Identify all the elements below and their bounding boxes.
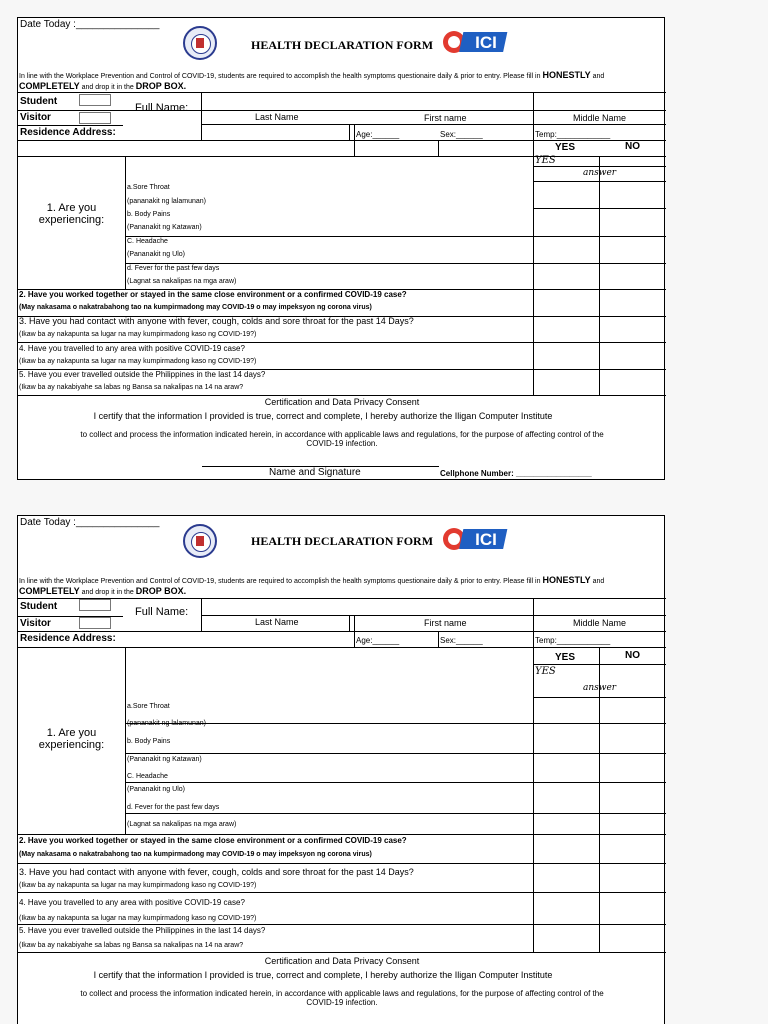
intro-text-line1: In line with the Workplace Prevention and Control of COVID-19, students are required to accomplish the health symptoms questionaire daily & prior to entry. Please fill in HONESTLY and <box>19 70 605 80</box>
full-name-label: Full Name: <box>135 102 189 114</box>
symptom-d-tl: (Lagnat sa nakalipas na mga araw) <box>127 278 237 285</box>
yes-header: YES <box>555 142 576 153</box>
deped-seal-logo <box>183 26 217 60</box>
date-today-field[interactable]: Date Today :_______________ <box>20 19 160 30</box>
q2-text: 2. Have you worked together or stayed in the same close environment or a confirmed COVID-19 case? <box>19 836 407 845</box>
symptom-d-tl: (Lagnat sa nakalipas na mga araw) <box>127 821 237 828</box>
sex-field[interactable]: Sex:______ <box>440 636 483 645</box>
health-declaration-form-1 <box>17 17 665 480</box>
q5-text: 5. Have you ever travelled outside the Philippines in the last 14 days? <box>19 926 266 935</box>
yes-header: YES <box>555 652 576 663</box>
symptom-c-tl: (Pananakit ng Ulo) <box>127 786 185 793</box>
q2-translation: (May nakasama o nakatrabahong tao na kumpirmadong may COVID-19 o may impeksyon ng corona virus) <box>19 304 372 311</box>
certification-line1: I certify that the information I provided is true, correct and complete, I hereby authorize the Iligan Computer Institute <box>93 970 553 980</box>
residence-address-label: Residence Address: <box>20 633 116 644</box>
symptom-a-tl: (pananakit ng lalamunan) <box>127 720 206 727</box>
certification-line2: to collect and process the information indicated herein, in accordance with applicable laws and regulations, for the purpose of affecting control of the <box>80 430 604 439</box>
temp-field[interactable]: Temp:____________ <box>535 636 611 645</box>
symptom-b-tl: (Pananakit ng Katawan) <box>127 756 202 763</box>
residence-address-label: Residence Address: <box>20 127 116 138</box>
student-checkbox[interactable] <box>79 599 111 611</box>
symptom-d-en: d. Fever for the past few days <box>127 804 220 811</box>
q1-label-line1: 1. Are you <box>46 202 97 214</box>
middle-name-label: Middle Name <box>573 618 627 628</box>
q1-label-line2: experiencing: <box>38 214 105 226</box>
q3-text: 3. Have you had contact with anyone with fever, cough, colds and sore throat for the past 14 Days? <box>19 316 414 326</box>
answer-script-note: answer <box>583 683 617 693</box>
q5-text: 5. Have you ever travelled outside the Philippines in the last 14 days? <box>19 370 266 379</box>
certification-line2: to collect and process the information indicated herein, in accordance with applicable laws and regulations, for the purpose of affecting control of the <box>80 989 604 998</box>
ici-logo <box>442 29 510 55</box>
symptom-b-tl: (Pananakit ng Katawan) <box>127 224 202 231</box>
name-signature-label: Name and Signature <box>269 467 361 478</box>
age-field[interactable]: Age:______ <box>356 130 400 139</box>
form-title: HEALTH DECLARATION FORM <box>251 534 434 548</box>
ici-logo-text: ICI <box>475 530 497 549</box>
q4-text: 4. Have you travelled to any area with positive COVID-19 case? <box>19 344 245 353</box>
age-field[interactable]: Age:______ <box>356 636 400 645</box>
student-label: Student <box>20 96 58 107</box>
last-name-label: Last Name <box>255 617 299 627</box>
q2-translation: (May nakasama o nakatrabahong tao na kumpirmadong may COVID-19 o may impeksyon ng corona virus) <box>19 851 372 858</box>
q1-label-line2: experiencing: <box>38 739 105 751</box>
sex-field[interactable]: Sex:______ <box>440 130 483 139</box>
last-name-label: Last Name <box>255 112 299 122</box>
ici-logo-text: ICI <box>475 33 497 52</box>
no-header: NO <box>625 141 640 152</box>
q4-translation: (Ikaw ba ay nakapunta sa lugar na may kumpirmadong kaso ng COVID-19?) <box>19 358 257 365</box>
q2-text: 2. Have you worked together or stayed in the same close environment or a confirmed COVID-19 case? <box>19 290 407 299</box>
q1-label-line1: 1. Are you <box>46 727 97 739</box>
intro-text-line2: COMPLETELY and drop it in the DROP BOX. <box>19 586 187 596</box>
health-declaration-form-2 <box>17 515 665 1024</box>
visitor-label: Visitor <box>20 618 51 629</box>
visitor-checkbox[interactable] <box>79 112 111 124</box>
symptom-c-en: C. Headache <box>127 238 168 245</box>
certification-title: Certification and Data Privacy Consent <box>264 956 420 966</box>
q4-text: 4. Have you travelled to any area with positive COVID-19 case? <box>19 898 245 907</box>
certification-line3: COVID-19 infection. <box>306 439 378 448</box>
full-name-label: Full Name: <box>135 606 189 618</box>
answer-script-note: answer <box>583 168 617 178</box>
q3-translation: (Ikaw ba ay nakapunta sa lugar na may kumpirmadong kaso ng COVID-19?) <box>19 882 257 889</box>
symptom-c-en: C. Headache <box>127 773 168 780</box>
student-checkbox[interactable] <box>79 94 111 106</box>
middle-name-label: Middle Name <box>573 113 627 123</box>
no-header: NO <box>625 650 640 661</box>
symptom-a-en: a.Sore Throat <box>127 184 170 191</box>
intro-text-line1: In line with the Workplace Prevention and Control of COVID-19, students are required to accomplish the health symptoms questionaire daily & prior to entry. Please fill in HONESTLY and <box>19 575 605 585</box>
date-today-field[interactable]: Date Today :_______________ <box>20 517 160 528</box>
yes-script-note: YES <box>535 666 556 677</box>
first-name-label: First name <box>424 618 467 628</box>
certification-line3: COVID-19 infection. <box>306 998 378 1007</box>
symptom-c-tl: (Pananakit ng Ulo) <box>127 251 185 258</box>
q4-translation: (Ikaw ba ay nakapunta sa lugar na may kumpirmadong kaso ng COVID-19?) <box>19 915 257 922</box>
deped-seal-logo <box>183 524 217 558</box>
q3-text: 3. Have you had contact with anyone with fever, cough, colds and sore throat for the past 14 Days? <box>19 867 414 877</box>
student-label: Student <box>20 601 58 612</box>
yes-script-note: YES <box>535 155 556 166</box>
visitor-checkbox[interactable] <box>79 617 111 629</box>
form-title: HEALTH DECLARATION FORM <box>251 38 434 52</box>
symptom-a-tl: (pananakit ng lalamunan) <box>127 198 206 205</box>
intro-text-line2: COMPLETELY and drop it in the DROP BOX. <box>19 81 187 91</box>
q5-translation: (Ikaw ba ay nakabiyahe sa labas ng Bansa sa nakalipas na 14 na araw? <box>19 384 244 391</box>
ici-logo <box>442 526 510 552</box>
symptom-d-en: d. Fever for the past few days <box>127 265 220 272</box>
q5-translation: (Ikaw ba ay nakabiyahe sa labas ng Bansa sa nakalipas na 14 na araw? <box>19 942 244 949</box>
cellphone-field[interactable]: Cellphone Number: _________________ <box>440 469 592 478</box>
symptom-b-en: b. Body Pains <box>127 738 171 745</box>
visitor-label: Visitor <box>20 112 51 123</box>
certification-title: Certification and Data Privacy Consent <box>264 397 420 407</box>
symptom-b-en: b. Body Pains <box>127 211 171 218</box>
temp-field[interactable]: Temp:____________ <box>535 130 611 139</box>
symptom-a-en: a.Sore Throat <box>127 703 170 710</box>
q3-translation: (Ikaw ba ay nakapunta sa lugar na may kumpirmadong kaso ng COVID-19?) <box>19 331 257 338</box>
first-name-label: First name <box>424 113 467 123</box>
certification-line1: I certify that the information I provided is true, correct and complete, I hereby authorize the Iligan Computer Institute <box>93 411 553 421</box>
